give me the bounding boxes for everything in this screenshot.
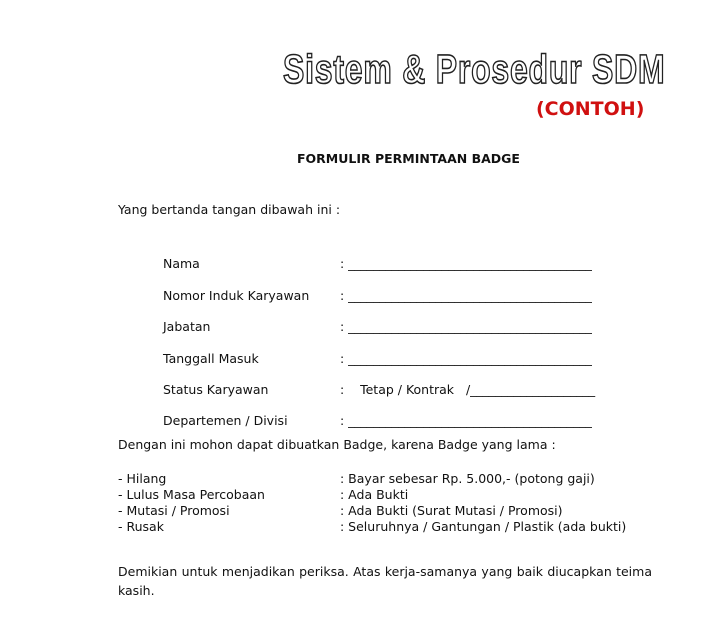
field-line: : _______________________________________ xyxy=(340,413,592,428)
reason: - Rusak xyxy=(118,519,164,534)
field-label: Departemen / Divisi xyxy=(163,413,288,428)
reason-note: : Ada Bukti xyxy=(340,487,409,502)
closing-paragraph: Demikian untuk menjadikan periksa. Atas kerja-samanya yang baik diucapkan teima xyxy=(118,564,652,579)
reason-note: : Ada Bukti (Surat Mutasi / Promosi) xyxy=(340,503,563,518)
field-line: : Tetap / Kontrak /____________________ xyxy=(340,382,596,397)
reason: - Mutasi / Promosi xyxy=(118,503,230,518)
field-line: : _______________________________________ xyxy=(340,319,592,334)
request-text: Dengan ini mohon dapat dibuatkan Badge, karena Badge yang lama : xyxy=(118,437,556,452)
field-line: : _______________________________________ xyxy=(340,288,592,303)
reason: - Hilang xyxy=(118,471,167,486)
intro-text: Yang bertanda tangan dibawah ini : xyxy=(118,202,341,217)
reason-note: : Seluruhnya / Gantungan / Plastik (ada bukti) xyxy=(340,519,627,534)
field-line: : _______________________________________ xyxy=(340,351,592,366)
field-line: : _______________________________________ xyxy=(340,256,592,271)
field-label: Jabatan xyxy=(163,319,211,334)
field-label: Tanggall Masuk xyxy=(163,351,259,366)
field-label: Status Karyawan xyxy=(163,382,269,397)
reason: - Lulus Masa Percobaan xyxy=(118,487,265,502)
closing-paragraph-end: kasih. xyxy=(118,583,155,598)
reason-note: : Bayar sebesar Rp. 5.000,- (potong gaji) xyxy=(340,471,595,486)
form-title: FORMULIR PERMINTAAN BADGE xyxy=(297,151,520,166)
field-label: Nomor Induk Karyawan xyxy=(163,288,310,303)
field-label: Nama xyxy=(163,256,200,271)
logo-title: Sistem & Prosedur SDM xyxy=(283,46,666,92)
subtitle-contoh: (CONTOH) xyxy=(536,98,645,120)
